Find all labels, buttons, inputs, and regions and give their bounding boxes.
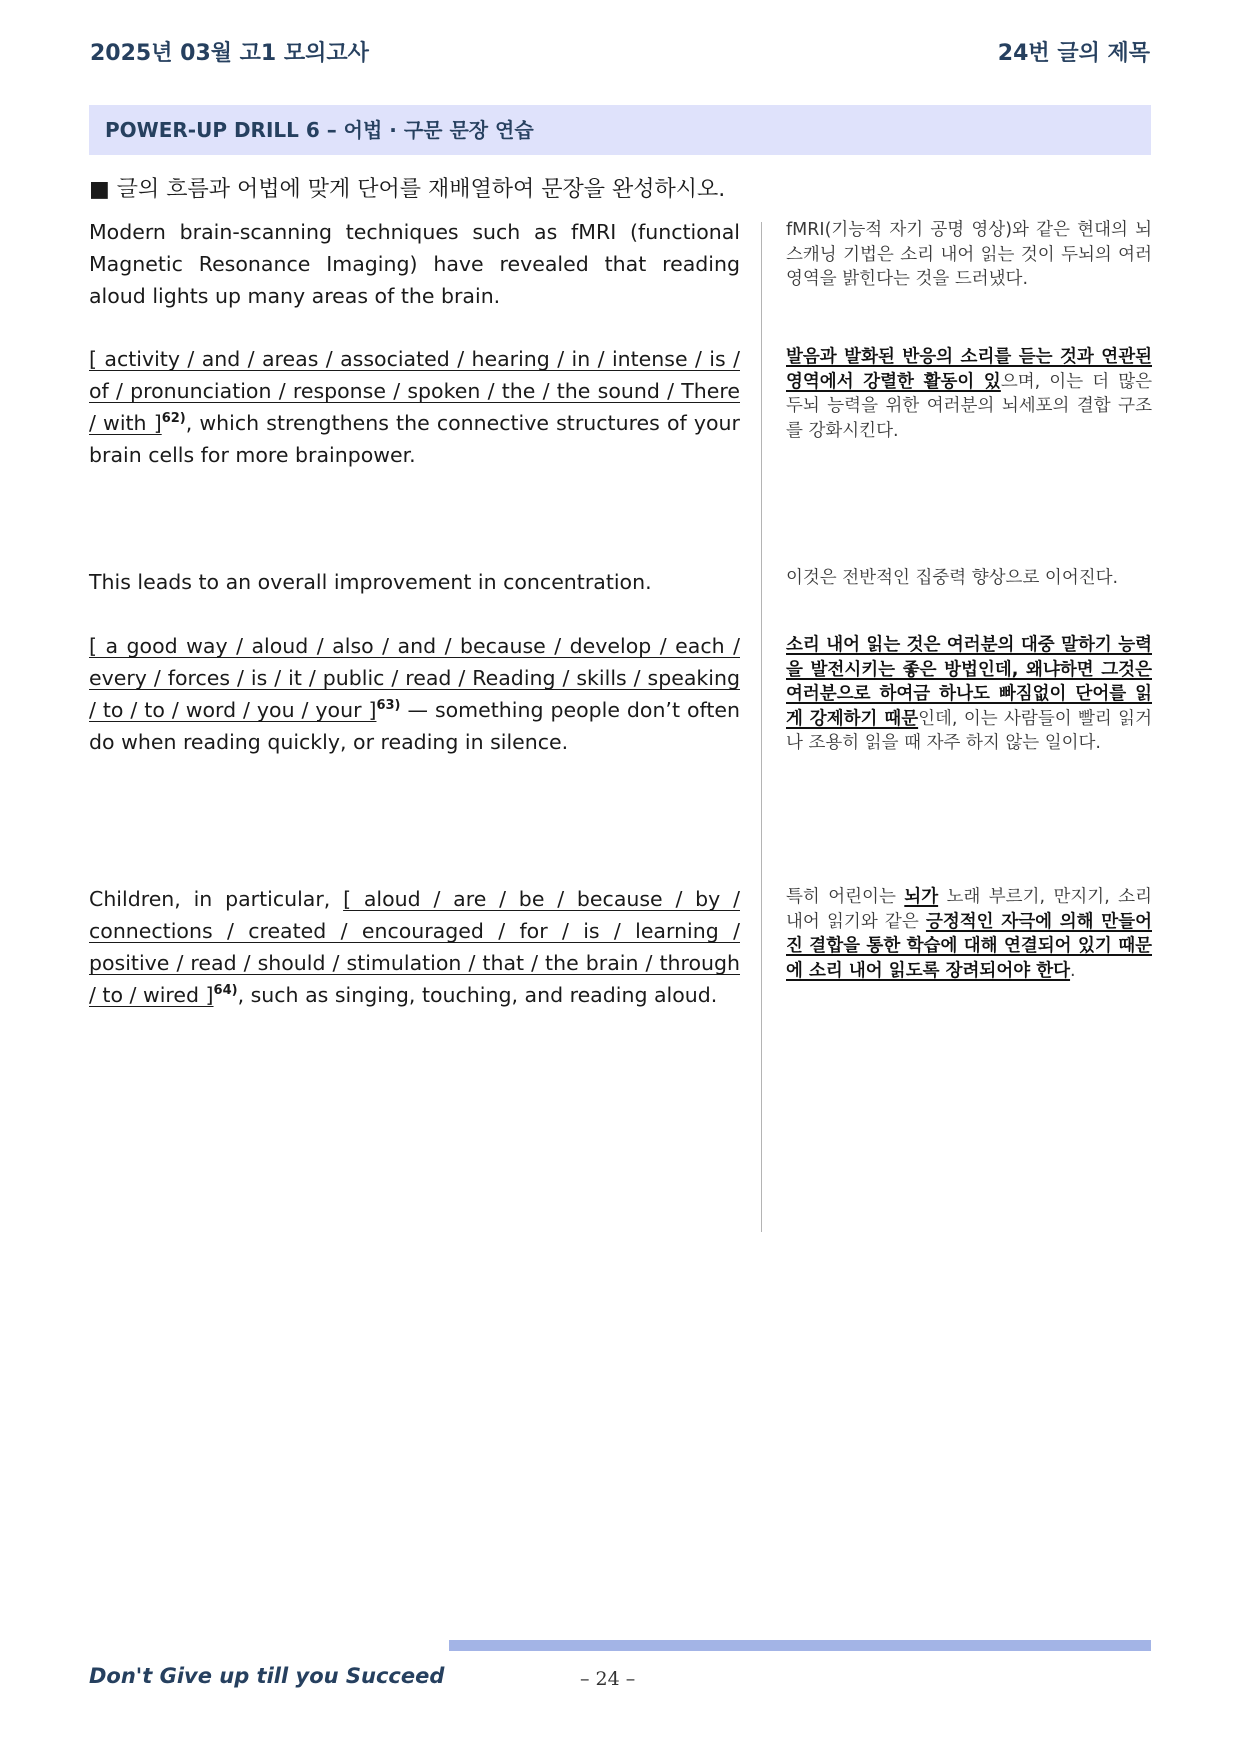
translation-rest: 인데, 이는 사람들이 빨리 읽거나 조용히 읽을 때 자주 하지 않는 일이다. bbox=[786, 708, 1152, 753]
korean-translation bbox=[786, 345, 1152, 443]
question-number: 63) bbox=[376, 698, 401, 714]
instruction: ■ 글의 흐름과 어법에 맞게 단어를 재배열하여 문장을 완성하시오. bbox=[89, 177, 726, 202]
scramble-question-63 bbox=[89, 630, 740, 758]
scramble-question-62 bbox=[89, 343, 740, 471]
translation-start: 특히 어린이는 bbox=[786, 887, 905, 907]
word-bank: [ a good way / aloud / also / and / because / develop / each / every / forces / is / it / public / read / Reading / skills / speaking / to / to / word / you / your ] bbox=[89, 634, 740, 722]
question-topic: 24번 글의 제목 bbox=[997, 41, 1150, 66]
sentence-start: Children, in particular, bbox=[89, 887, 344, 911]
answer-subject: 뇌가 bbox=[904, 887, 939, 907]
translation-middle: 노래 부르기, 만지기, 소리 내어 읽기와 같은 bbox=[786, 887, 1152, 932]
question-number: 64) bbox=[213, 983, 238, 999]
column-divider bbox=[761, 222, 762, 1232]
footer-motto: Don't Give up till you Succeed bbox=[89, 1664, 445, 1688]
answer-translation: 긍정적인 자극에 의해 만들어진 결합을 통한 학습에 대해 연결되어 있기 때문에 소리 내어 읽도록 장려되어야 한다 bbox=[786, 911, 1152, 981]
korean-translation bbox=[786, 633, 1152, 756]
answer-translation: 소리 내어 읽는 것은 여러분의 대중 말하기 능력을 발전시키는 좋은 방법인데, 왜냐하면 그것은 여러분으로 하여금 하나도 빠짐없이 단어를 읽게 강제하기 때문 bbox=[786, 635, 1152, 729]
question-number: 62) bbox=[161, 411, 186, 427]
translation-end: . bbox=[1070, 960, 1076, 981]
korean-translation: fMRI(기능적 자기 공명 영상)와 같은 현대의 뇌 스캐닝 기법은 소리 내어 읽는 것이 두뇌의 여러 영역을 밝힌다는 것을 드러냈다. bbox=[786, 220, 1152, 289]
korean-translation: 이것은 전반적인 집중력 향상으로 이어진다. bbox=[786, 568, 1119, 588]
korean-translation bbox=[786, 885, 1152, 983]
exam-title: 2025년 03월 고1 모의고사 bbox=[90, 41, 369, 66]
word-bank: [ activity / and / areas / associated / hearing / in / intense / is / of / pronunciation / response / spoken / the / the sound / There / with ] bbox=[89, 347, 740, 435]
drill-banner: POWER-UP DRILL 6 – 어법 · 구문 문장 연습 bbox=[89, 105, 1151, 155]
answer-translation: 발음과 발화된 반응의 소리를 듣는 것과 연관된 영역에서 강렬한 활동이 있 bbox=[786, 347, 1152, 392]
scramble-question-64 bbox=[89, 883, 740, 1011]
english-sentence: Modern brain-scanning techniques such as fMRI (functional Magnetic Resonance Imaging) have revealed that reading aloud lights up many areas of the brain. bbox=[89, 220, 740, 308]
sentence-continuation: , such as singing, touching, and reading aloud. bbox=[237, 983, 718, 1007]
page-number: – 24 – bbox=[580, 1668, 636, 1690]
translation-rest: 으며, 이는 더 많은 두뇌 능력을 위한 여러분의 뇌세포의 결합 구조를 강화시킨다. bbox=[786, 371, 1152, 441]
word-bank: [ aloud / are / be / because / by / connections / created / encouraged / for / is / learning / positive / read / should / stimulation / that / the brain / through / to / wired ] bbox=[89, 887, 740, 1007]
sentence-continuation: , which strengthens the connective structures of your brain cells for more brainpower. bbox=[89, 411, 740, 467]
footer-bar bbox=[449, 1640, 1151, 1651]
sentence-continuation: — something people don’t often do when reading quickly, or reading in silence. bbox=[89, 698, 740, 754]
english-sentence: This leads to an overall improvement in concentration. bbox=[89, 570, 652, 594]
